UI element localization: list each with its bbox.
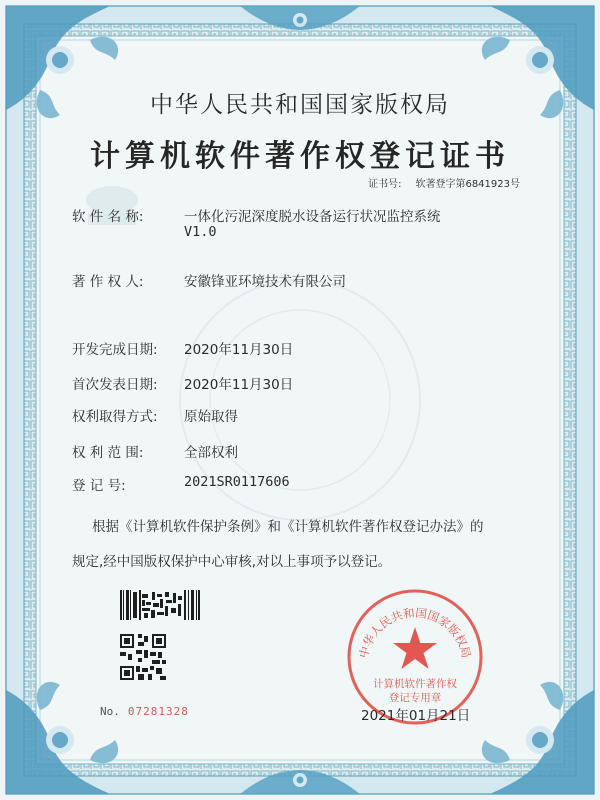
rights-scope-value: 全部权利 <box>184 445 238 461</box>
registration-number-label: 登 记 号: <box>72 478 126 494</box>
qr-code <box>120 634 166 680</box>
software-name-label: 软 件 名 称: <box>72 209 144 225</box>
software-name-value: 一体化污泥深度脱水设备运行状况监控系统 <box>184 209 441 225</box>
barcode <box>120 590 200 620</box>
certificate-title: 计算机软件著作权登记证书 <box>90 139 510 174</box>
seal-line-1: 计算机软件著作权 <box>373 678 457 690</box>
serial-value: 07281328 <box>127 705 189 718</box>
serial-prefix: No. <box>100 705 120 718</box>
copyright-owner-value: 安徽锋亚环境技术有限公司 <box>184 274 346 290</box>
acquisition-method-value: 原始取得 <box>184 409 238 425</box>
development-date-value: 2020年11月30日 <box>184 342 294 358</box>
certificate-number-value: 软著登字第6841923号 <box>415 179 520 190</box>
rights-scope-label: 权 利 范 围: <box>72 445 144 461</box>
serial-number <box>100 705 189 718</box>
seal-line-2: 登记专用章 <box>388 692 442 704</box>
software-version-value: V1.0 <box>184 224 217 240</box>
publication-date-value: 2020年11月30日 <box>184 377 294 393</box>
copyright-owner-label: 著 作 权 人: <box>72 274 144 290</box>
issue-date: 2021年01月21日 <box>361 708 471 724</box>
development-date-label: 开发完成日期: <box>72 342 158 358</box>
publication-date-label: 首次发表日期: <box>72 377 158 393</box>
registration-number-value: 2021SR0117606 <box>184 474 290 490</box>
issuer-name: 中华人民共和国国家版权局 <box>150 92 450 118</box>
certificate-number <box>368 175 520 190</box>
statement-line-2: 规定,经中国版权保护中心审核,对以上事项予以登记。 <box>72 554 392 570</box>
statement-line-1: 根据《计算机软件保护条例》和《计算机软件著作权登记办法》的 <box>92 519 484 535</box>
acquisition-method-label: 权利取得方式: <box>72 409 158 425</box>
seal-ring-text: 中华人民共和国国家版权局 <box>356 605 474 660</box>
certificate-number-label: 证书号: <box>368 179 402 190</box>
